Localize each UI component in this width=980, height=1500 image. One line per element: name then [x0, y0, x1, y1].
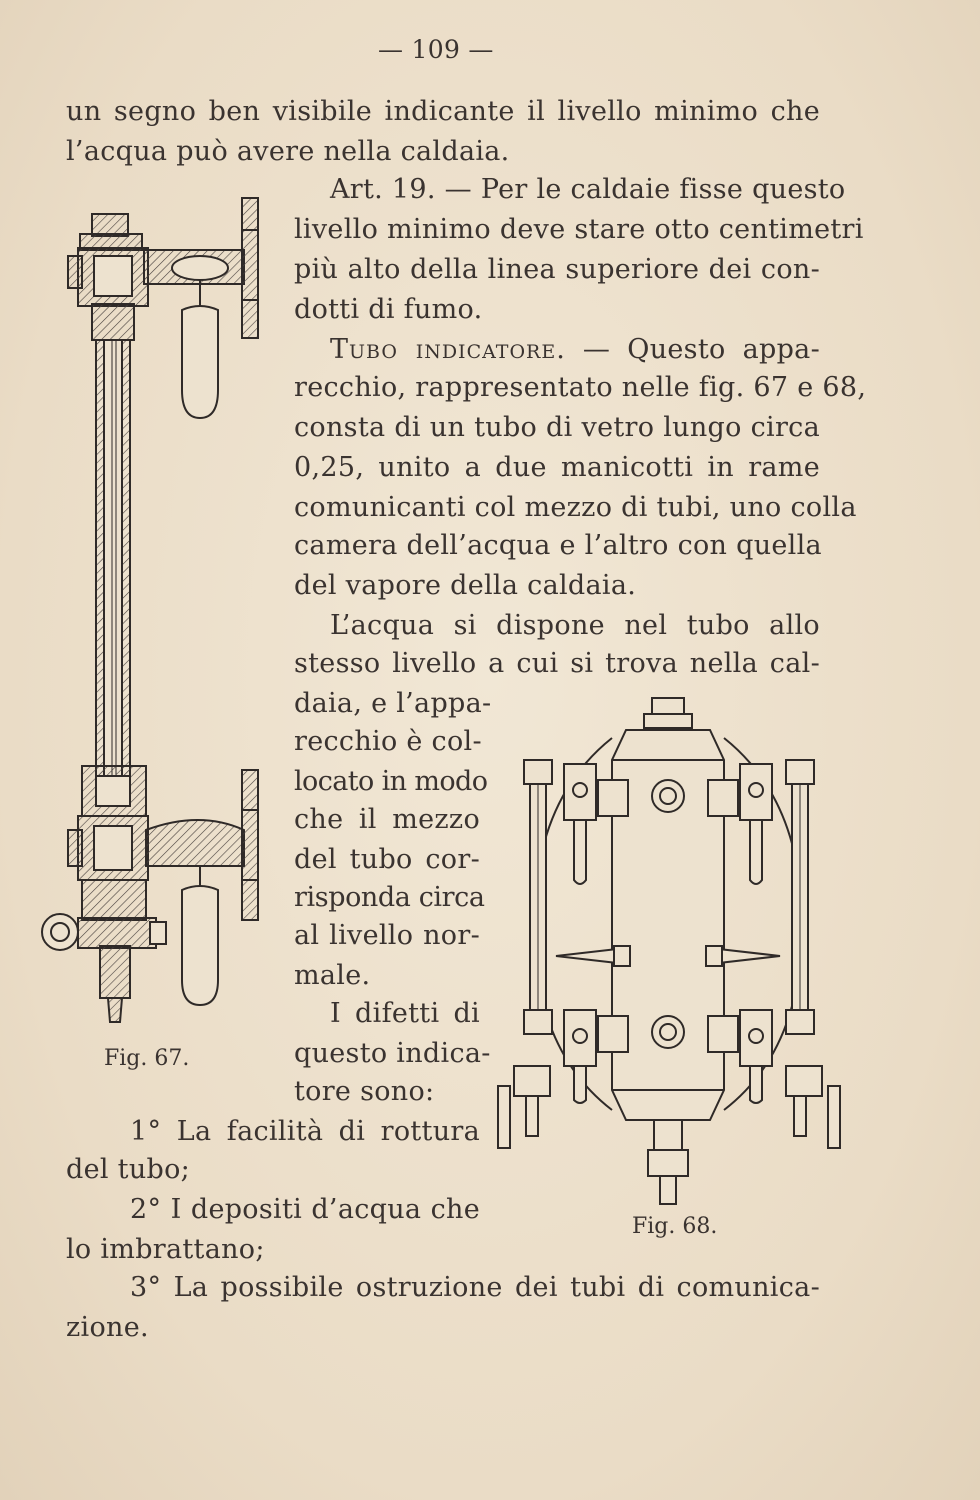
text-line: lo imbrattano; — [66, 1234, 265, 1265]
text-line: 3° La possibile ostruzione dei tubi di comunica- — [130, 1272, 820, 1303]
text-line: daia, e l’appa- — [294, 688, 492, 719]
text-line: del vapore della caldaia. — [294, 570, 637, 601]
figure-67-caption: Fig. 67. — [104, 1046, 190, 1071]
text-line: del tubo; — [66, 1154, 191, 1185]
text-line: stesso livello a cui si trova nella cal- — [294, 648, 820, 679]
text-line: male. — [294, 960, 371, 991]
text-line: 2° I depositi d’acqua che — [130, 1194, 480, 1225]
text-line: recchio è col- — [294, 726, 482, 757]
text-line: 0,25, unito a due manicotti in rame — [294, 452, 820, 483]
water-gauge-section-drawing — [30, 190, 280, 1040]
text-line: l’acqua può avere nella caldaia. — [66, 136, 510, 167]
water-gauge-elevation-drawing — [494, 690, 864, 1210]
section-heading: Tubo indicatore. — [330, 334, 566, 365]
text-line: consta di un tubo di vetro lungo circa — [294, 412, 820, 443]
text-line: più alto della linea superiore dei con- — [294, 254, 820, 285]
text-line — [330, 330, 820, 370]
text-line: risponda circa — [294, 882, 485, 913]
text-span: — Questo appa- — [565, 334, 820, 365]
text-line: al livello nor- — [294, 920, 480, 951]
text-line: un segno ben visibile indicante il livello minimo che — [66, 96, 820, 127]
text-line: questo indica- — [294, 1038, 491, 1069]
text-line: zione. — [66, 1312, 149, 1343]
figure-68 — [494, 690, 864, 1210]
text-line: del tubo cor- — [294, 844, 480, 875]
text-line: I difetti di — [330, 998, 480, 1029]
text-line: che il mezzo — [294, 804, 480, 835]
figure-68-caption: Fig. 68. — [632, 1214, 718, 1239]
text-line: camera dell’acqua e l’altro con quella — [294, 530, 822, 561]
text-line: L’acqua si dispone nel tubo allo — [330, 610, 820, 641]
text-line: tore sono: — [294, 1076, 435, 1107]
figure-67 — [30, 190, 280, 1040]
text-line: Art. 19. — Per le caldaie fisse questo — [330, 174, 846, 205]
text-line: locato in modo — [294, 766, 488, 797]
text-line: dotti di fumo. — [294, 294, 483, 325]
text-line: 1° La facilità di rottura — [130, 1116, 480, 1147]
text-line: comunicanti col mezzo di tubi, uno colla — [294, 492, 857, 523]
text-line: livello minimo deve stare otto centimetri — [294, 214, 864, 245]
text-line: recchio, rappresentato nelle fig. 67 e 68, — [294, 372, 867, 403]
page-number: — 109 — — [378, 35, 494, 64]
